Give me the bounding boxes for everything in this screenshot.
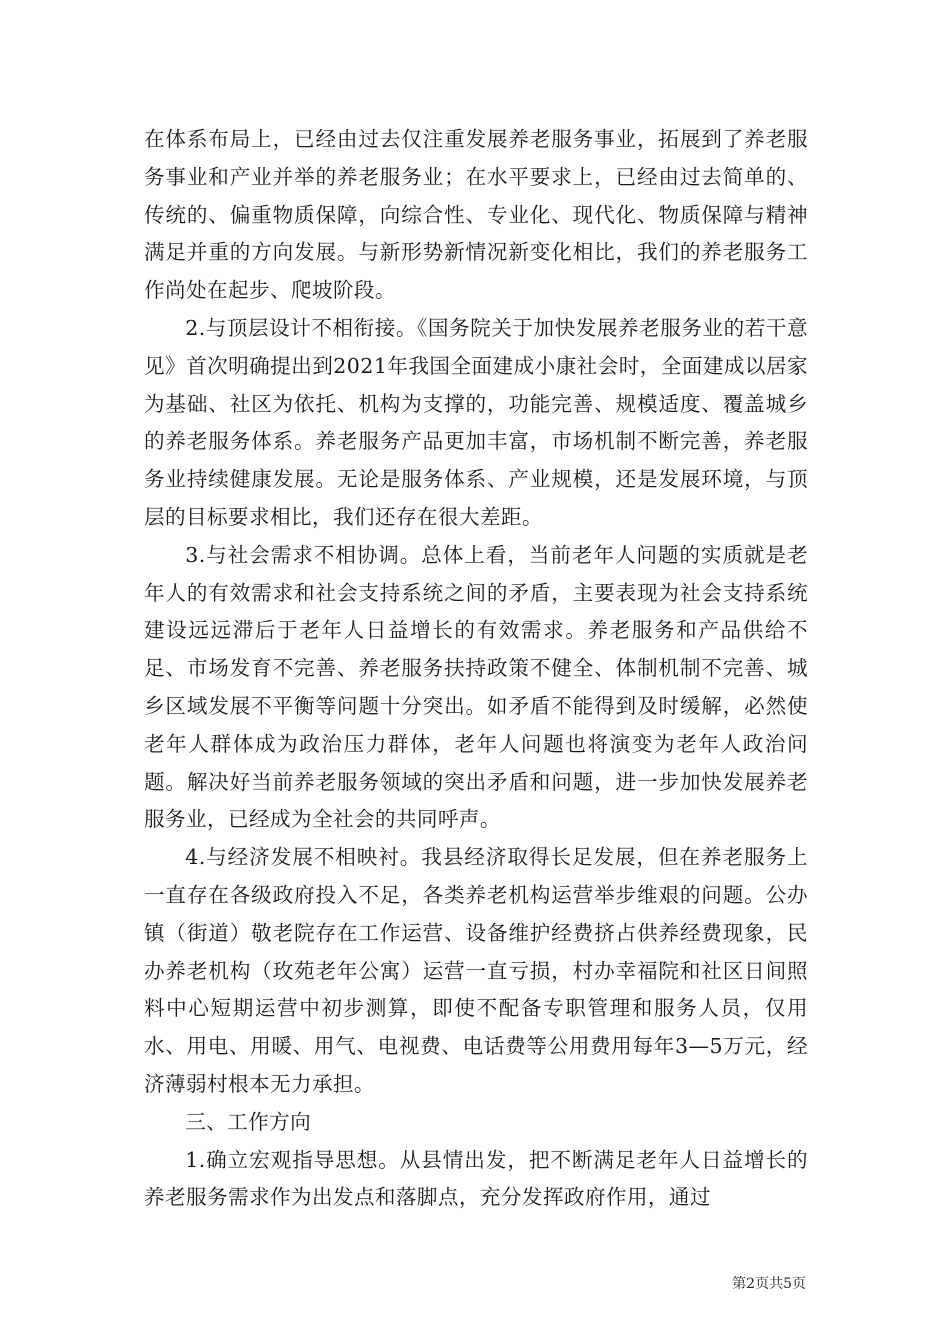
paragraph-social-demand: 3.与社会需求不相协调。总体上看，当前老年人问题的实质就是老年人的有效需求和社会支持系统之间的矛盾，主要表现为社会支持系统建设远远滞后于老年人日益增长的有效需求。养老服务和产品供给不足、市场发育不完善、养老服务扶持政策不健全、体制机制不完善、城乡区域发展不平衡等问题十分突出。如矛盾不能得到及时缓解，必然使老年人群体成为政治压力群体，老年人问题也将演变为老年人政治问题。解决好当前养老服务领域的突出矛盾和问题，进一步加快发展养老服务业，已经成为全社会的共同呼声。 [144, 542, 808, 832]
paragraph-top-level-design: 2.与顶层设计不相衔接。《国务院关于加快发展养老服务业的若干意见》首次明确提出到2021年我国全面建成小康社会时，全面建成以居家为基础、社区为依托、机构为支撑的，功能完善、规模适度、覆盖城乡的养老服务体系。养老服务产品更加丰富，市场机制不断完善，养老服务业持续健康发展。无论是服务体系、产业规模，还是发展环境，与顶层的目标要求相比，我们还存在很大差距。 [144, 315, 808, 529]
document-body [144, 121, 808, 1217]
paragraph-system-layout: 在体系布局上，已经由过去仅注重发展养老服务事业，拓展到了养老服务事业和产业并举的养老服务业；在水平要求上，已经由过去简单的、传统的、偏重物质保障，向综合性、专业化、现代化、物质保障与精神满足并重的方向发展。与新形势新情况新变化相比，我们的养老服务工作尚处在起步、爬坡阶段。 [144, 127, 808, 303]
paragraph-guiding-thought: 1.确立宏观指导思想。从县情出发，把不断满足老年人日益增长的养老服务需求作为出发点和落脚点，充分发挥政府作用，通过 [144, 1147, 808, 1210]
page-number-footer: 第2页共5页 [732, 1276, 806, 1292]
paragraph-economic-development: 4.与经济发展不相映衬。我县经济取得长足发展，但在养老服务上一直存在各级政府投入不足，各类养老机构运营举步维艰的问题。公办镇（街道）敬老院存在工作运营、设备维护经费挤占供养经费现象，民办养老机构（玫苑老年公寓）运营一直亏损，村办幸福院和社区日间照料中心短期运营中初步测算，即使不配备专职管理和服务人员，仅用水、用电、用暖、用气、电视费、电话费等公用费用每年3—5万元，经济薄弱村根本无力承担。 [144, 845, 808, 1096]
section-heading-work-direction: 三、工作方向 [185, 1109, 312, 1134]
